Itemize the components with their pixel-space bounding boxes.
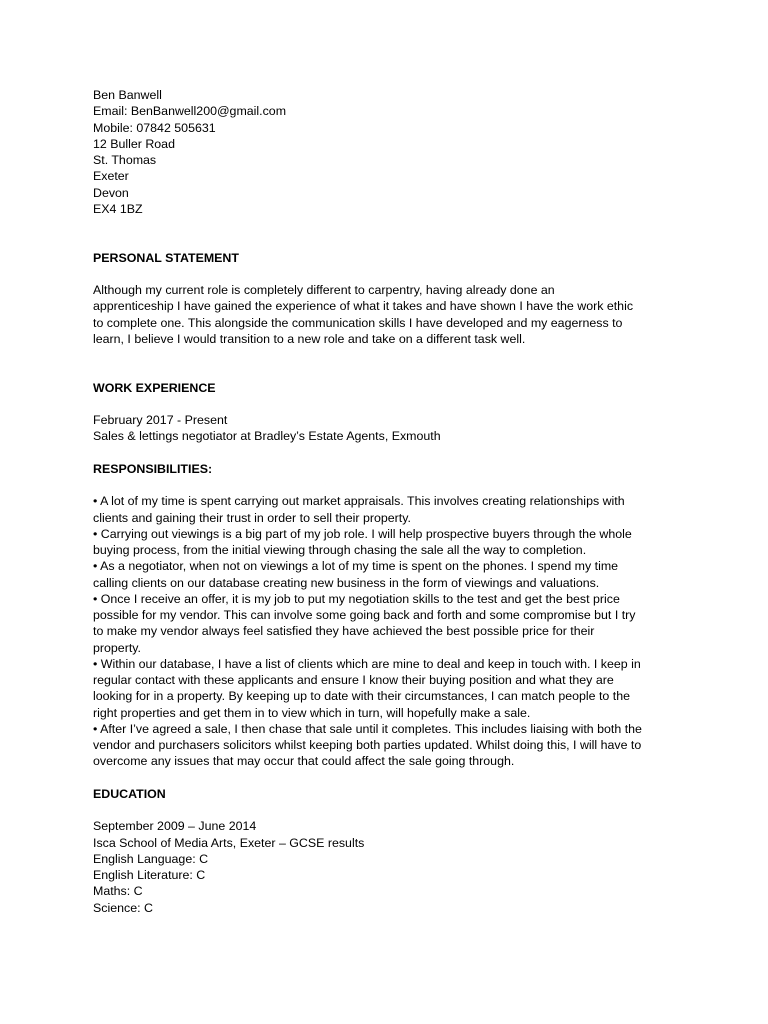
responsibility-line: • A lot of my time is spent carrying out market appraisals. This involves creating relationships with bbox=[93, 494, 625, 509]
responsibilities-list bbox=[93, 493, 693, 769]
responsibility-line: regular contact with these applicants and ensure I know their buying position and what they are bbox=[93, 673, 614, 687]
personal-statement-line: learn, I believe I would transition to a new role and take on a different task well. bbox=[93, 331, 526, 346]
education-result: English Literature: C bbox=[93, 868, 206, 882]
education-section bbox=[93, 786, 693, 916]
work-experience-heading: WORK EXPERIENCE bbox=[93, 380, 216, 395]
personal-statement-heading: PERSONAL STATEMENT bbox=[93, 250, 239, 265]
work-experience-position: Sales & lettings negotiator at Bradley’s Estate Agents, Exmouth bbox=[93, 429, 441, 444]
personal-statement-line: apprenticeship I have gained the experience of what it takes and have shown I have the work ethic bbox=[93, 299, 634, 314]
responsibility-line: overcome any issues that may occur that could affect the sale going through. bbox=[93, 754, 515, 769]
responsibility-line: buying process, from the initial viewing through chasing the sale all the way to completion. bbox=[93, 543, 587, 557]
contact-address-line2: St. Thomas bbox=[93, 153, 157, 167]
cv-document bbox=[93, 87, 693, 916]
responsibility-line: vendor and purchasers solicitors whilst keeping both parties updated. Whilst doing this, I will have to bbox=[93, 738, 642, 752]
education-dates: September 2009 – June 2014 bbox=[93, 819, 257, 834]
responsibility-line: to make my vendor always feel satisfied they have achieved the best possible price for their bbox=[93, 624, 595, 639]
responsibility-line: • Carrying out viewings is a big part of my job role. I will help prospective buyers through the whole bbox=[93, 526, 632, 541]
responsibility-line: • As a negotiator, when not on viewings a lot of my time is spent on the phones. I spend my time bbox=[93, 559, 619, 574]
responsibility-line: • After I’ve agreed a sale, I then chase that sale until it completes. This includes liaising with both the bbox=[93, 721, 642, 736]
personal-statement-line: Although my current role is completely different to carpentry, having already done an bbox=[93, 283, 555, 297]
contact-block bbox=[93, 87, 693, 217]
education-school: Isca School of Media Arts, Exeter – GCSE results bbox=[93, 835, 365, 850]
work-experience-dates: February 2017 - Present bbox=[93, 413, 228, 427]
contact-postcode: EX4 1BZ bbox=[93, 201, 143, 216]
responsibility-line: looking for in a property. By keeping up to date with their circumstances, I can match people to the bbox=[93, 689, 630, 704]
personal-statement-line: to complete one. This alongside the communication skills I have developed and my eagerness to bbox=[93, 315, 623, 330]
personal-statement-text bbox=[93, 282, 693, 347]
responsibility-line: clients and gaining their trust in order to sell their property. bbox=[93, 510, 411, 525]
contact-address-line1: 12 Buller Road bbox=[93, 136, 175, 151]
contact-name: Ben Banwell bbox=[93, 88, 162, 102]
responsibility-line: right properties and get them in to view which in turn, will hopefully make a sale. bbox=[93, 705, 531, 720]
responsibilities-heading: RESPONSIBILITIES: bbox=[93, 461, 213, 476]
contact-county: Devon bbox=[93, 185, 129, 200]
education-result: English Language: C bbox=[93, 851, 209, 866]
education-result: Maths: C bbox=[93, 884, 143, 899]
responsibility-line: • Once I receive an offer, it is my job to put my negotiation skills to the test and get the best price bbox=[93, 591, 620, 606]
work-experience-section bbox=[93, 380, 693, 445]
contact-city: Exeter bbox=[93, 169, 129, 184]
contact-mobile: Mobile: 07842 505631 bbox=[93, 120, 216, 135]
education-result: Science: C bbox=[93, 900, 153, 915]
responsibility-line: • Within our database, I have a list of clients which are mine to deal and keep in touch with. I keep in bbox=[93, 656, 641, 671]
responsibility-line: calling clients on our database creating new business in the form of viewings and valuations. bbox=[93, 575, 600, 590]
education-heading: EDUCATION bbox=[93, 786, 166, 801]
contact-email: Email: BenBanwell200@gmail.com bbox=[93, 104, 287, 119]
personal-statement-section bbox=[93, 250, 693, 348]
responsibility-line: possible for my vendor. This can involve some going back and forth and some compromise but I try bbox=[93, 608, 636, 622]
responsibilities-section bbox=[93, 461, 693, 770]
responsibility-line: property. bbox=[93, 640, 141, 655]
